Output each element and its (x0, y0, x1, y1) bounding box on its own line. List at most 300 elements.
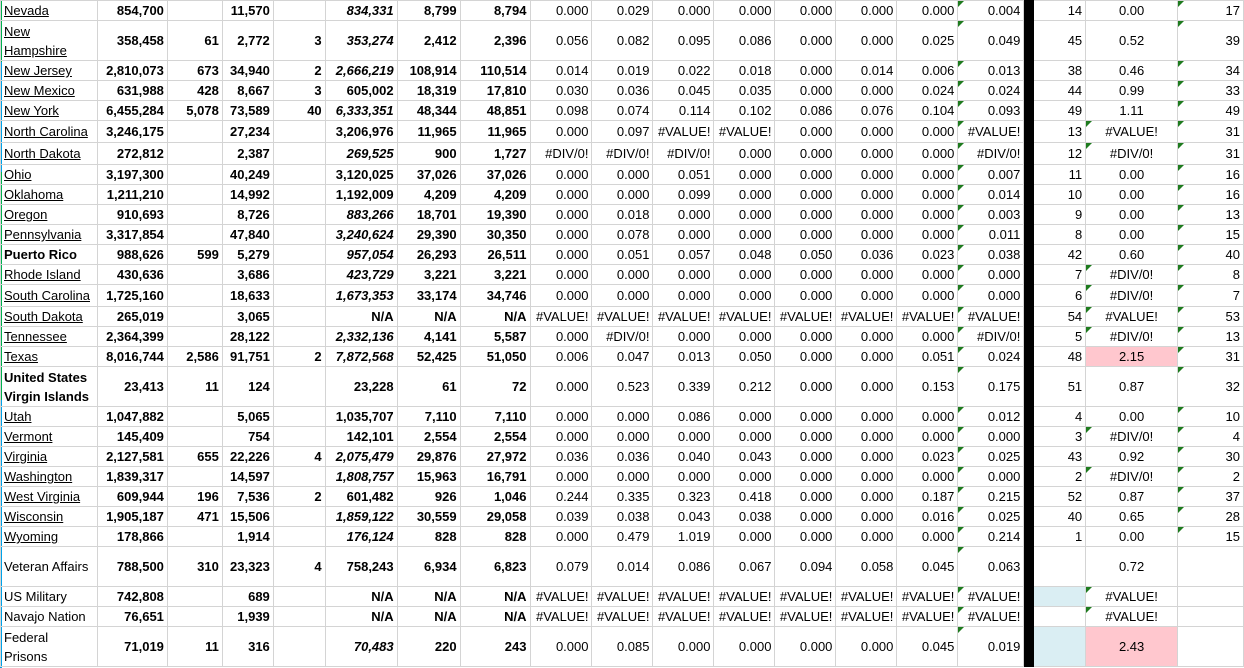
data-cell[interactable]: 0.000 (836, 1, 897, 21)
data-cell[interactable]: 0.000 (653, 327, 714, 347)
data-cell[interactable]: 0.050 (775, 245, 836, 265)
data-cell[interactable]: 31 (1178, 143, 1244, 165)
data-cell[interactable]: #VALUE! (958, 307, 1024, 327)
data-cell[interactable]: #VALUE! (775, 587, 836, 607)
data-cell[interactable] (167, 165, 222, 185)
data-cell[interactable] (167, 407, 222, 427)
data-cell[interactable]: #VALUE! (653, 587, 714, 607)
data-cell[interactable]: 23,323 (222, 547, 273, 587)
row-label-cell[interactable]: Ohio (1, 165, 98, 185)
data-cell[interactable]: 142,101 (325, 427, 397, 447)
data-cell[interactable]: 609,944 (97, 487, 167, 507)
data-cell[interactable]: 51,050 (460, 347, 530, 367)
data-cell[interactable]: 0.00 (1086, 527, 1178, 547)
data-cell[interactable]: 0.019 (958, 627, 1024, 667)
row-label-cell[interactable]: Tennessee (1, 327, 98, 347)
data-cell[interactable]: 8 (1178, 265, 1244, 285)
data-cell[interactable]: 1,725,160 (97, 285, 167, 307)
data-cell[interactable]: 0.00 (1086, 165, 1178, 185)
data-cell[interactable] (273, 527, 325, 547)
data-cell[interactable]: #VALUE! (653, 607, 714, 627)
data-cell[interactable] (273, 225, 325, 245)
data-cell[interactable]: 0.000 (775, 61, 836, 81)
data-cell[interactable]: 0.095 (653, 21, 714, 61)
data-cell[interactable] (273, 265, 325, 285)
data-cell[interactable]: 0.000 (836, 143, 897, 165)
data-cell[interactable]: 0.92 (1086, 447, 1178, 467)
data-cell[interactable]: 0.000 (592, 427, 653, 447)
data-cell[interactable]: 4 (273, 447, 325, 467)
data-cell[interactable]: #VALUE! (1086, 607, 1178, 627)
data-cell[interactable]: 1,905,187 (97, 507, 167, 527)
data-cell[interactable]: 0.000 (653, 1, 714, 21)
data-cell[interactable]: N/A (325, 607, 397, 627)
data-cell[interactable]: 40 (1034, 507, 1086, 527)
data-cell[interactable]: 0.000 (836, 327, 897, 347)
data-cell[interactable]: 0.000 (530, 467, 592, 487)
data-cell[interactable] (273, 327, 325, 347)
data-cell[interactable]: 145,409 (97, 427, 167, 447)
data-cell[interactable]: 0.00 (1086, 205, 1178, 225)
data-cell[interactable]: 0.000 (775, 507, 836, 527)
data-cell[interactable]: 0.051 (653, 165, 714, 185)
data-cell[interactable]: 0.067 (714, 547, 775, 587)
data-cell[interactable]: 27,972 (460, 447, 530, 467)
data-cell[interactable]: 0.093 (958, 101, 1024, 121)
data-cell[interactable]: 0.214 (958, 527, 1024, 547)
data-cell[interactable]: 108,914 (397, 61, 460, 81)
data-cell[interactable]: 14,992 (222, 185, 273, 205)
data-cell[interactable]: 1,914 (222, 527, 273, 547)
data-cell[interactable]: 5,065 (222, 407, 273, 427)
data-cell[interactable]: 38 (1034, 61, 1086, 81)
data-cell[interactable]: 0.057 (653, 245, 714, 265)
data-cell[interactable]: 0.000 (836, 285, 897, 307)
data-cell[interactable]: 71,019 (97, 627, 167, 667)
data-cell[interactable]: #VALUE! (714, 607, 775, 627)
data-cell[interactable]: 754 (222, 427, 273, 447)
data-cell[interactable]: 30,350 (460, 225, 530, 245)
data-cell[interactable]: 0.000 (775, 121, 836, 143)
data-cell[interactable]: 2 (1034, 467, 1086, 487)
data-cell[interactable]: 2,554 (397, 427, 460, 447)
data-cell[interactable]: 0.000 (836, 185, 897, 205)
data-cell[interactable]: 0.99 (1086, 81, 1178, 101)
data-cell[interactable]: 51 (1034, 367, 1086, 407)
data-cell[interactable]: 26,511 (460, 245, 530, 265)
data-cell[interactable] (167, 467, 222, 487)
data-cell[interactable]: 605,002 (325, 81, 397, 101)
data-cell[interactable]: 6,823 (460, 547, 530, 587)
data-cell[interactable]: 0.082 (592, 21, 653, 61)
data-cell[interactable] (167, 185, 222, 205)
data-cell[interactable]: 72 (460, 367, 530, 407)
data-cell[interactable]: 8,799 (397, 1, 460, 21)
data-cell[interactable]: 2,364,399 (97, 327, 167, 347)
data-cell[interactable]: 1,808,757 (325, 467, 397, 487)
data-cell[interactable]: 70,483 (325, 627, 397, 667)
data-cell[interactable]: 0.094 (775, 547, 836, 587)
data-cell[interactable]: 14,597 (222, 467, 273, 487)
data-cell[interactable]: 0.000 (653, 427, 714, 447)
data-cell[interactable]: 0.000 (775, 347, 836, 367)
data-cell[interactable]: #VALUE! (958, 587, 1024, 607)
data-cell[interactable]: 0.000 (775, 627, 836, 667)
data-cell[interactable]: 0.000 (592, 265, 653, 285)
data-cell[interactable]: 0.000 (714, 627, 775, 667)
data-cell[interactable]: 34,940 (222, 61, 273, 81)
row-label-cell[interactable]: US Military (1, 587, 98, 607)
data-cell[interactable]: 2,332,136 (325, 327, 397, 347)
row-label-cell[interactable]: South Dakota (1, 307, 98, 327)
data-cell[interactable]: 0.006 (530, 347, 592, 367)
data-cell[interactable]: #VALUE! (530, 607, 592, 627)
data-cell[interactable]: 0.014 (958, 185, 1024, 205)
data-cell[interactable]: 0.000 (836, 205, 897, 225)
data-cell[interactable]: 29,876 (397, 447, 460, 467)
data-cell[interactable]: 23,413 (97, 367, 167, 407)
data-cell[interactable] (273, 121, 325, 143)
data-cell[interactable]: 110,514 (460, 61, 530, 81)
data-cell[interactable]: #VALUE! (714, 121, 775, 143)
data-cell[interactable]: 8,726 (222, 205, 273, 225)
data-cell[interactable]: 0.036 (836, 245, 897, 265)
data-cell[interactable]: 0.000 (775, 205, 836, 225)
data-cell[interactable]: #VALUE! (836, 307, 897, 327)
data-cell[interactable]: 1,859,122 (325, 507, 397, 527)
data-cell[interactable]: #VALUE! (653, 307, 714, 327)
data-cell[interactable]: #VALUE! (592, 607, 653, 627)
data-cell[interactable]: 0.000 (653, 467, 714, 487)
data-cell[interactable]: 0.014 (530, 61, 592, 81)
data-cell[interactable]: #VALUE! (958, 607, 1024, 627)
data-cell[interactable]: 18,633 (222, 285, 273, 307)
data-cell[interactable]: 0.000 (897, 427, 958, 447)
data-cell[interactable]: #VALUE! (897, 587, 958, 607)
data-cell[interactable]: 0.024 (897, 81, 958, 101)
data-cell[interactable]: 1,839,317 (97, 467, 167, 487)
data-cell[interactable]: 0.000 (714, 143, 775, 165)
data-cell[interactable]: 176,124 (325, 527, 397, 547)
data-cell[interactable]: 8,667 (222, 81, 273, 101)
data-cell[interactable]: 2,396 (460, 21, 530, 61)
data-cell[interactable]: #DIV/0! (592, 143, 653, 165)
data-cell[interactable]: 0.043 (714, 447, 775, 467)
data-cell[interactable]: 0.014 (592, 547, 653, 587)
data-cell[interactable]: 0.000 (530, 627, 592, 667)
data-cell[interactable]: 2.43 (1086, 627, 1178, 667)
data-cell[interactable]: 0.035 (714, 81, 775, 101)
data-cell[interactable]: 0.000 (775, 487, 836, 507)
data-cell[interactable]: #VALUE! (958, 121, 1024, 143)
data-cell[interactable]: 40 (273, 101, 325, 121)
data-cell[interactable]: #DIV/0! (1086, 143, 1178, 165)
data-cell[interactable]: 0.000 (775, 427, 836, 447)
data-cell[interactable]: #VALUE! (897, 307, 958, 327)
data-cell[interactable]: 40 (1178, 245, 1244, 265)
data-cell[interactable]: 1.019 (653, 527, 714, 547)
data-cell[interactable]: 34,746 (460, 285, 530, 307)
data-cell[interactable]: 0.006 (897, 61, 958, 81)
data-cell[interactable]: 42 (1034, 245, 1086, 265)
data-cell[interactable]: 0.086 (775, 101, 836, 121)
data-cell[interactable]: 43 (1034, 447, 1086, 467)
data-cell[interactable] (1178, 607, 1244, 627)
data-cell[interactable]: #DIV/0! (1086, 285, 1178, 307)
data-cell[interactable]: 0.085 (592, 627, 653, 667)
data-cell[interactable]: 0.018 (714, 61, 775, 81)
data-cell[interactable]: 0.078 (592, 225, 653, 245)
data-cell[interactable]: 48 (1034, 347, 1086, 367)
data-cell[interactable] (273, 307, 325, 327)
data-cell[interactable]: 0.60 (1086, 245, 1178, 265)
data-cell[interactable]: 0.339 (653, 367, 714, 407)
row-label-cell[interactable]: Oregon (1, 205, 98, 225)
data-cell[interactable]: 353,274 (325, 21, 397, 61)
data-cell[interactable]: 0.175 (958, 367, 1024, 407)
data-cell[interactable]: 3,120,025 (325, 165, 397, 185)
data-cell[interactable]: 0.000 (775, 327, 836, 347)
data-cell[interactable]: 0.000 (530, 185, 592, 205)
data-cell[interactable]: 0.043 (653, 507, 714, 527)
data-cell[interactable]: 3,197,300 (97, 165, 167, 185)
data-cell[interactable]: 265,019 (97, 307, 167, 327)
data-cell[interactable] (1178, 547, 1244, 587)
data-cell[interactable] (167, 427, 222, 447)
data-cell[interactable]: 0.000 (592, 407, 653, 427)
data-cell[interactable]: 0.045 (653, 81, 714, 101)
data-cell[interactable]: 0.000 (897, 285, 958, 307)
data-cell[interactable]: 0.000 (836, 367, 897, 407)
data-cell[interactable]: 0.000 (836, 121, 897, 143)
data-cell[interactable]: 828 (397, 527, 460, 547)
data-cell[interactable]: 0.018 (592, 205, 653, 225)
row-label-cell[interactable]: Virginia (1, 447, 98, 467)
data-cell[interactable]: 1,211,210 (97, 185, 167, 205)
data-cell[interactable]: 0.025 (958, 507, 1024, 527)
data-cell[interactable]: 220 (397, 627, 460, 667)
data-cell[interactable]: 0.011 (958, 225, 1024, 245)
data-cell[interactable]: #DIV/0! (1086, 265, 1178, 285)
data-cell[interactable]: 0.000 (775, 467, 836, 487)
data-cell[interactable]: 23,228 (325, 367, 397, 407)
data-cell[interactable]: 45 (1034, 21, 1086, 61)
data-cell[interactable]: N/A (460, 307, 530, 327)
data-cell[interactable]: 0.000 (775, 527, 836, 547)
data-cell[interactable]: 0.000 (897, 143, 958, 165)
data-cell[interactable]: 34 (1178, 61, 1244, 81)
data-cell[interactable]: #VALUE! (1086, 307, 1178, 327)
data-cell[interactable]: 0.000 (714, 467, 775, 487)
data-cell[interactable]: 0.523 (592, 367, 653, 407)
data-cell[interactable]: 47,840 (222, 225, 273, 245)
data-cell[interactable]: 8 (1034, 225, 1086, 245)
data-cell[interactable]: 2,127,581 (97, 447, 167, 467)
data-cell[interactable]: 16 (1178, 185, 1244, 205)
data-cell[interactable]: 0.099 (653, 185, 714, 205)
data-cell[interactable]: 5,587 (460, 327, 530, 347)
data-cell[interactable]: 0.000 (714, 185, 775, 205)
data-cell[interactable]: 0.000 (530, 121, 592, 143)
data-cell[interactable]: 3 (273, 21, 325, 61)
data-cell[interactable]: 61 (167, 21, 222, 61)
data-cell[interactable]: 0.000 (530, 285, 592, 307)
data-cell[interactable]: 8,016,744 (97, 347, 167, 367)
data-cell[interactable] (273, 285, 325, 307)
data-cell[interactable]: 0.000 (775, 143, 836, 165)
row-label-cell[interactable]: New Mexico (1, 81, 98, 101)
data-cell[interactable]: 910,693 (97, 205, 167, 225)
row-label-cell[interactable]: West Virginia (1, 487, 98, 507)
data-cell[interactable]: 758,243 (325, 547, 397, 587)
data-cell[interactable]: 430,636 (97, 265, 167, 285)
data-cell[interactable]: 0.007 (958, 165, 1024, 185)
data-cell[interactable]: 2,810,073 (97, 61, 167, 81)
data-cell[interactable]: 0.000 (958, 265, 1024, 285)
data-cell[interactable]: 423,729 (325, 265, 397, 285)
data-cell[interactable]: 18,701 (397, 205, 460, 225)
data-cell[interactable]: 957,054 (325, 245, 397, 265)
data-cell[interactable]: 19,390 (460, 205, 530, 225)
data-cell[interactable]: #DIV/0! (530, 143, 592, 165)
data-cell[interactable]: 0.014 (836, 61, 897, 81)
row-label-cell[interactable]: South Carolina (1, 285, 98, 307)
data-cell[interactable]: 7,872,568 (325, 347, 397, 367)
data-cell[interactable]: 0.063 (958, 547, 1024, 587)
data-cell[interactable]: 0.058 (836, 547, 897, 587)
data-cell[interactable]: 48,344 (397, 101, 460, 121)
data-cell[interactable]: 4 (1034, 407, 1086, 427)
data-cell[interactable]: 0.000 (714, 225, 775, 245)
data-cell[interactable]: 358,458 (97, 21, 167, 61)
data-cell[interactable]: 0.000 (530, 367, 592, 407)
data-cell[interactable]: 0.076 (836, 101, 897, 121)
data-cell[interactable] (167, 527, 222, 547)
data-cell[interactable]: 54 (1034, 307, 1086, 327)
data-cell[interactable]: 0.000 (836, 627, 897, 667)
row-label-cell[interactable]: Wisconsin (1, 507, 98, 527)
data-cell[interactable]: 91,751 (222, 347, 273, 367)
data-cell[interactable]: 0.000 (530, 225, 592, 245)
data-cell[interactable]: 428 (167, 81, 222, 101)
data-cell[interactable]: 17 (1178, 1, 1244, 21)
data-cell[interactable]: 52,425 (397, 347, 460, 367)
row-label-cell[interactable]: Rhode Island (1, 265, 98, 285)
data-cell[interactable]: 2,412 (397, 21, 460, 61)
data-cell[interactable]: 655 (167, 447, 222, 467)
data-cell[interactable]: 32 (1178, 367, 1244, 407)
data-cell[interactable]: 2 (1178, 467, 1244, 487)
data-cell[interactable] (273, 427, 325, 447)
data-cell[interactable] (167, 327, 222, 347)
data-cell[interactable]: #VALUE! (836, 587, 897, 607)
data-cell[interactable]: #DIV/0! (1086, 427, 1178, 447)
data-cell[interactable]: 269,525 (325, 143, 397, 165)
data-cell[interactable] (167, 121, 222, 143)
data-cell[interactable]: 11,965 (397, 121, 460, 143)
data-cell[interactable]: 16 (1178, 165, 1244, 185)
row-label-cell[interactable]: Texas (1, 347, 98, 367)
data-cell[interactable]: #VALUE! (1086, 587, 1178, 607)
data-cell[interactable]: 6,333,351 (325, 101, 397, 121)
row-label-cell[interactable]: Pennsylvania (1, 225, 98, 245)
data-cell[interactable]: N/A (397, 307, 460, 327)
data-cell[interactable]: 0.038 (714, 507, 775, 527)
row-label-cell[interactable]: Utah (1, 407, 98, 427)
data-cell[interactable]: 834,331 (325, 1, 397, 21)
data-cell[interactable]: 0.46 (1086, 61, 1178, 81)
data-cell[interactable]: 10 (1178, 407, 1244, 427)
data-cell[interactable]: 0.000 (592, 185, 653, 205)
data-cell[interactable]: 883,266 (325, 205, 397, 225)
data-cell[interactable]: 0.047 (592, 347, 653, 367)
data-cell[interactable]: 33 (1178, 81, 1244, 101)
data-cell[interactable]: 33,174 (397, 285, 460, 307)
data-cell[interactable]: 0.418 (714, 487, 775, 507)
data-cell[interactable]: 52 (1034, 487, 1086, 507)
data-cell[interactable]: 0.000 (836, 347, 897, 367)
data-cell[interactable]: 0.086 (653, 547, 714, 587)
row-label-cell[interactable]: Oklahoma (1, 185, 98, 205)
data-cell[interactable] (1178, 627, 1244, 667)
data-cell[interactable]: 0.000 (836, 81, 897, 101)
data-cell[interactable]: 1,035,707 (325, 407, 397, 427)
data-cell[interactable]: 828 (460, 527, 530, 547)
data-cell[interactable] (273, 587, 325, 607)
row-label-cell[interactable]: Wyoming (1, 527, 98, 547)
data-cell[interactable]: 7 (1178, 285, 1244, 307)
data-cell[interactable] (273, 407, 325, 427)
data-cell[interactable]: 742,808 (97, 587, 167, 607)
data-cell[interactable]: #VALUE! (592, 307, 653, 327)
data-cell[interactable]: 0.051 (897, 347, 958, 367)
data-cell[interactable]: 30 (1178, 447, 1244, 467)
data-cell[interactable]: 1,939 (222, 607, 273, 627)
data-cell[interactable]: 0.000 (897, 205, 958, 225)
data-cell[interactable]: 13 (1178, 327, 1244, 347)
data-cell[interactable]: 31 (1178, 347, 1244, 367)
data-cell[interactable]: #DIV/0! (592, 327, 653, 347)
data-cell[interactable]: 18,319 (397, 81, 460, 101)
data-cell[interactable]: 49 (1034, 101, 1086, 121)
data-cell[interactable]: 0.87 (1086, 487, 1178, 507)
data-cell[interactable]: 27,234 (222, 121, 273, 143)
data-cell[interactable]: 4,141 (397, 327, 460, 347)
data-cell[interactable]: 15,506 (222, 507, 273, 527)
data-cell[interactable]: 0.000 (714, 407, 775, 427)
data-cell[interactable]: 22,226 (222, 447, 273, 467)
data-cell[interactable]: 0.024 (958, 347, 1024, 367)
data-cell[interactable]: 1,727 (460, 143, 530, 165)
data-cell[interactable]: 1,673,353 (325, 285, 397, 307)
data-cell[interactable]: 0.104 (897, 101, 958, 121)
data-cell[interactable] (1034, 607, 1086, 627)
data-cell[interactable]: 3,317,854 (97, 225, 167, 245)
data-cell[interactable]: 0.000 (897, 265, 958, 285)
data-cell[interactable]: 1,046 (460, 487, 530, 507)
data-cell[interactable]: 0.00 (1086, 225, 1178, 245)
data-cell[interactable]: N/A (397, 607, 460, 627)
data-cell[interactable]: 3 (1034, 427, 1086, 447)
data-cell[interactable]: 4 (273, 547, 325, 587)
data-cell[interactable]: 0.215 (958, 487, 1024, 507)
data-cell[interactable]: 0.000 (897, 185, 958, 205)
data-cell[interactable]: 0.038 (958, 245, 1024, 265)
data-cell[interactable]: 0.000 (592, 467, 653, 487)
row-label-cell[interactable]: Veteran Affairs (1, 547, 98, 587)
data-cell[interactable]: 0.000 (530, 327, 592, 347)
data-cell[interactable]: 0.000 (836, 467, 897, 487)
